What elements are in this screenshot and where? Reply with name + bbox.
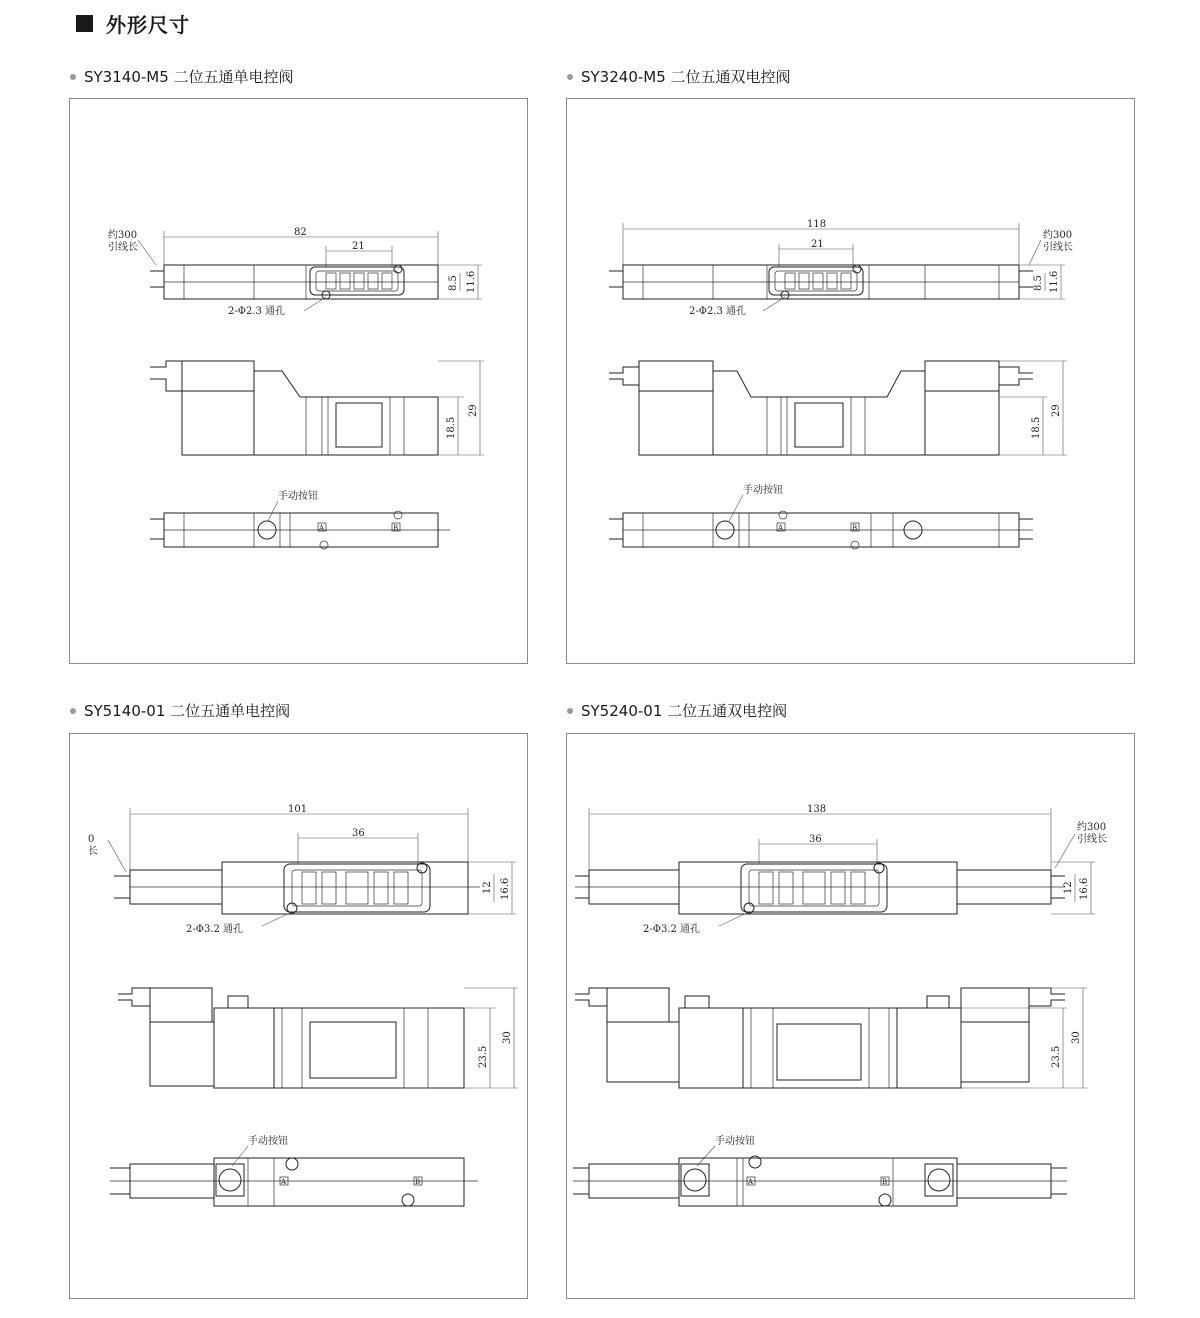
port-b-label: B	[852, 524, 858, 532]
height-dim-2: 11.6	[466, 270, 477, 293]
manual-button-icon	[219, 1169, 241, 1191]
wire-label-1: 约300	[1043, 230, 1073, 241]
bullet-dot-icon	[567, 708, 573, 714]
side-view-coil	[150, 361, 182, 391]
wire-label-1: 约300	[108, 230, 138, 241]
drawing-panel-sy3140	[69, 98, 528, 664]
height-dim-2: 16.6	[500, 877, 511, 900]
pitch-dim-text: 36	[352, 828, 365, 839]
hole-label: 2-Φ3.2 通孔	[186, 924, 244, 935]
valve-drawing-sy5140	[70, 734, 529, 1300]
manual-button-icon	[684, 1169, 706, 1191]
bullet-dot-icon	[567, 74, 573, 80]
port-b-label: B	[415, 1178, 421, 1186]
port-b-label: B	[882, 1178, 888, 1186]
manual-button-label: 手动按钮	[248, 1136, 288, 1147]
port-a-label: A	[778, 524, 784, 532]
manual-button-label: 手动按钮	[743, 485, 783, 496]
manual-button-label: 手动按钮	[715, 1136, 755, 1147]
panel-title-sy3140	[70, 66, 294, 87]
overall-dim-text: 138	[807, 804, 827, 815]
side-dim-1: 18.5	[1031, 416, 1042, 439]
side-dim-1: 23.5	[478, 1045, 489, 1068]
side-dim-2: 29	[1051, 404, 1062, 417]
panel-title-text: SY5140-01 二位五通单电控阀	[84, 702, 291, 720]
pitch-dim-text: 21	[352, 241, 365, 252]
panel-title-text: SY3240-M5 二位五通双电控阀	[581, 68, 791, 86]
wire-leader	[138, 240, 156, 265]
wire-label-2: 引线长	[1043, 242, 1073, 253]
overall-dim-text: 118	[807, 219, 827, 230]
port-a-label: A	[281, 1178, 287, 1186]
section-header	[76, 8, 190, 38]
manual-button-icon-2	[928, 1169, 950, 1191]
drawing-panel-sy3240	[566, 98, 1135, 664]
side-dim-1: 23.5	[1051, 1045, 1062, 1068]
height-dim-1: 12	[482, 881, 493, 894]
side-view-body	[713, 371, 925, 455]
valve-drawing-sy5240	[567, 734, 1136, 1300]
pitch-dim-text: 36	[809, 834, 822, 845]
bullet-dot-icon	[70, 74, 76, 80]
bottom-view-body	[679, 1158, 957, 1206]
hole-label: 2-Φ3.2 通孔	[643, 924, 701, 935]
height-dim-2: 16.6	[1079, 877, 1090, 900]
hole-label: 2-Φ2.3 通孔	[228, 306, 286, 317]
panel-title-sy5240	[567, 700, 787, 721]
side-dim-2: 29	[468, 404, 479, 417]
side-view-body	[274, 1008, 464, 1088]
side-dim-2: 30	[502, 1031, 513, 1044]
height-dim-1: 12	[1063, 881, 1074, 894]
header-square-icon	[76, 15, 93, 32]
side-dim-2: 30	[1071, 1031, 1082, 1044]
valve-drawing-sy3140	[70, 99, 529, 665]
page-title: 外形尺寸	[106, 12, 190, 37]
overall-dim-text: 82	[294, 227, 307, 238]
wire-label-2: 长	[88, 846, 98, 857]
overall-dim-text: 101	[288, 804, 308, 815]
side-dim-1: 18.5	[446, 416, 457, 439]
wire-label-1: 约300	[1077, 822, 1107, 833]
panel-title-text: SY5240-01 二位五通双电控阀	[581, 702, 788, 720]
port-a-label: A	[319, 524, 325, 532]
port-b-label: B	[393, 524, 399, 532]
wire-label-2: 引线长	[1077, 834, 1107, 845]
pitch-dim-text: 21	[811, 239, 824, 250]
height-dim-1: 8.5	[1033, 275, 1044, 291]
side-view-body	[743, 1008, 897, 1088]
height-dim-2: 11.6	[1049, 270, 1060, 293]
drawing-panel-sy5240	[566, 733, 1135, 1299]
panel-title-sy3240	[567, 66, 791, 87]
wire-label-1: 0	[88, 834, 95, 845]
panel-title-sy5140	[70, 700, 290, 721]
valve-drawing-sy3240	[567, 99, 1136, 665]
manual-button-label: 手动按钮	[278, 491, 318, 502]
side-view-coil	[214, 1008, 274, 1088]
panel-title-text: SY3140-M5 二位五通单电控阀	[84, 68, 294, 86]
bottom-view-body	[214, 1158, 464, 1206]
port-a-label: A	[748, 1178, 754, 1186]
wire-label-2: 引线长	[108, 242, 138, 253]
hole-label: 2-Φ2.3 通孔	[689, 306, 747, 317]
bullet-dot-icon	[70, 708, 76, 714]
height-dim-1: 8.5	[448, 275, 459, 291]
drawing-panel-sy5140	[69, 733, 528, 1299]
